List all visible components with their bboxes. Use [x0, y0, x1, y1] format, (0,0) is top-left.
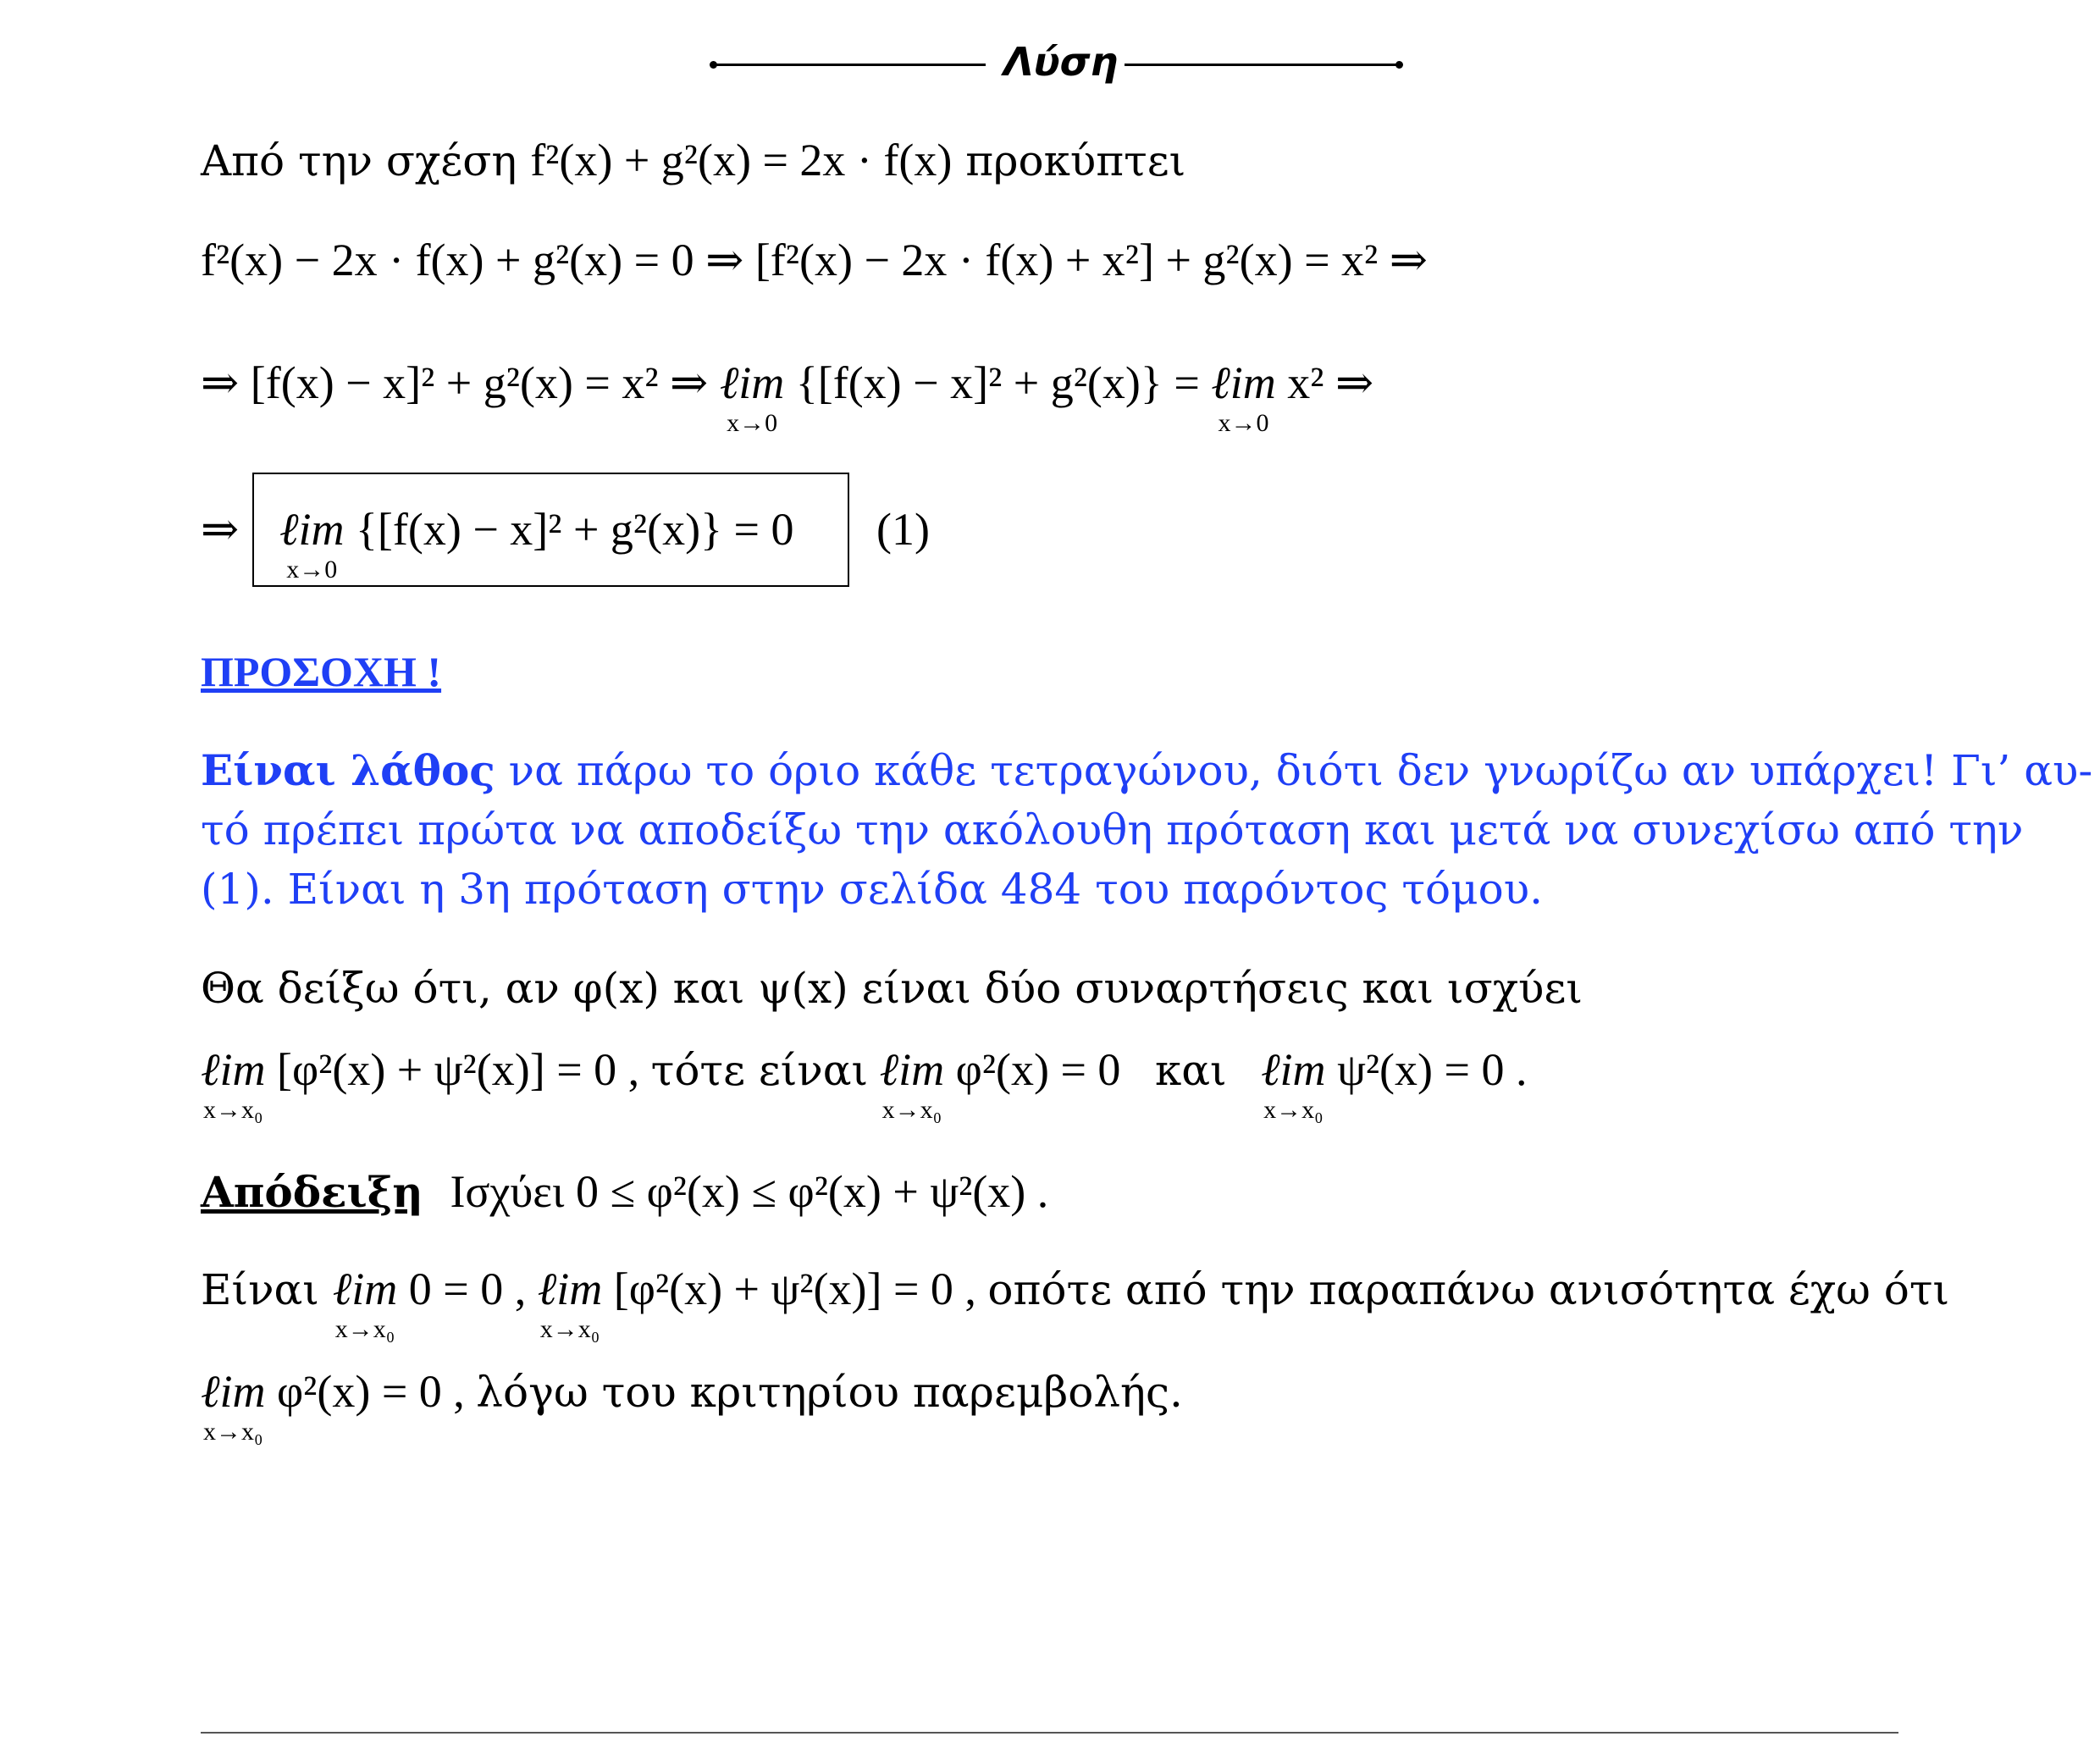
attention-heading: ΠΡΟΣΟΧΗ ! [201, 648, 442, 695]
limit-operator: ℓim x→0 [1211, 357, 1276, 437]
boxed-expression: ℓim x→0 {[f(x) − x]² + g²(x)} = 0 [279, 504, 794, 583]
relation: f²(x) + g²(x) = 2x · f(x) [530, 135, 953, 185]
limit-operator: ℓim x→x₀ [537, 1264, 603, 1343]
header-title: Λύση [1003, 39, 1119, 85]
header-dot-right [1395, 61, 1403, 69]
warning-line-3: (1). Είναι η 3η πρόταση στην σελίδα 484 του παρόντος τόμου. [201, 865, 1543, 914]
derivation-line-1: f²(x) − 2x · f(x) + g²(x) = 0 ⇒ [f²(x) − 2x · f(x) + x²] + g²(x) = x² ⇒ [201, 235, 1428, 285]
limit-operator: ℓim x→x₀ [1261, 1044, 1326, 1124]
limit-operator: ℓim x→x₀ [201, 1366, 266, 1446]
proof-line-2: Είναι ℓim x→x₀ 0 = 0 , ℓim x→x₀ [φ²(x) + ψ²(x)] = 0 , οπότε από την παραπάνω ανισότητα έχω ότι [201, 1264, 1950, 1343]
limit-operator: ℓim x→0 [279, 504, 345, 583]
proof-line-3: ℓim x→x₀ φ²(x) = 0 , λόγω του κριτηρίου παρεμβολής. [201, 1366, 1183, 1446]
limit-operator: ℓim x→x₀ [879, 1044, 945, 1124]
limit-operator: ℓim x→0 [719, 357, 785, 437]
header [0, 34, 2100, 93]
limit-operator: ℓim x→x₀ [201, 1044, 266, 1124]
intro-line: Από την σχέση f²(x) + g²(x) = 2x · f(x) προκύπτει [201, 135, 1186, 185]
header-rule-right [1125, 64, 1400, 66]
claim-line-1: Θα δείξω ότι, αν φ(x) και ψ(x) είναι δύο συναρτήσεις και ισχύει [201, 964, 1583, 1013]
equation-label: (1) [876, 504, 930, 555]
proof-label: Απόδειξη [201, 1167, 423, 1217]
warning-line-1: Είναι λάθος να πάρω το όριο κάθε τετραγώνου, διότι δεν γνωρίζω αν υπάρχει! Γι’ αυ- [201, 745, 2093, 795]
footer-rule [201, 1732, 1898, 1734]
claim-line-2: ℓim x→x₀ [φ²(x) + ψ²(x)] = 0 , τότε είναι ℓim x→x₀ φ²(x) = 0 και ℓim x→x₀ ψ²(x) = 0 . [201, 1044, 1528, 1124]
derivation-line-2: ⇒ [f(x) − x]² + g²(x) = x² ⇒ ℓim x→0 {[f(x) − x]² + g²(x)} = ℓim x→0 x² ⇒ [201, 357, 1374, 437]
warning-line-2: τό πρέπει πρώτα να αποδείξω την ακόλουθη πρόταση και μετά να συνεχίσω από την [201, 805, 2024, 854]
limit-operator: ℓim x→x₀ [332, 1264, 398, 1343]
boxed-result-line: ⇒ [201, 504, 240, 555]
proof-line-1: Απόδειξη Ισχύει 0 ≤ φ²(x) ≤ φ²(x) + ψ²(x) . [201, 1166, 1049, 1217]
header-rule-left [713, 64, 986, 66]
